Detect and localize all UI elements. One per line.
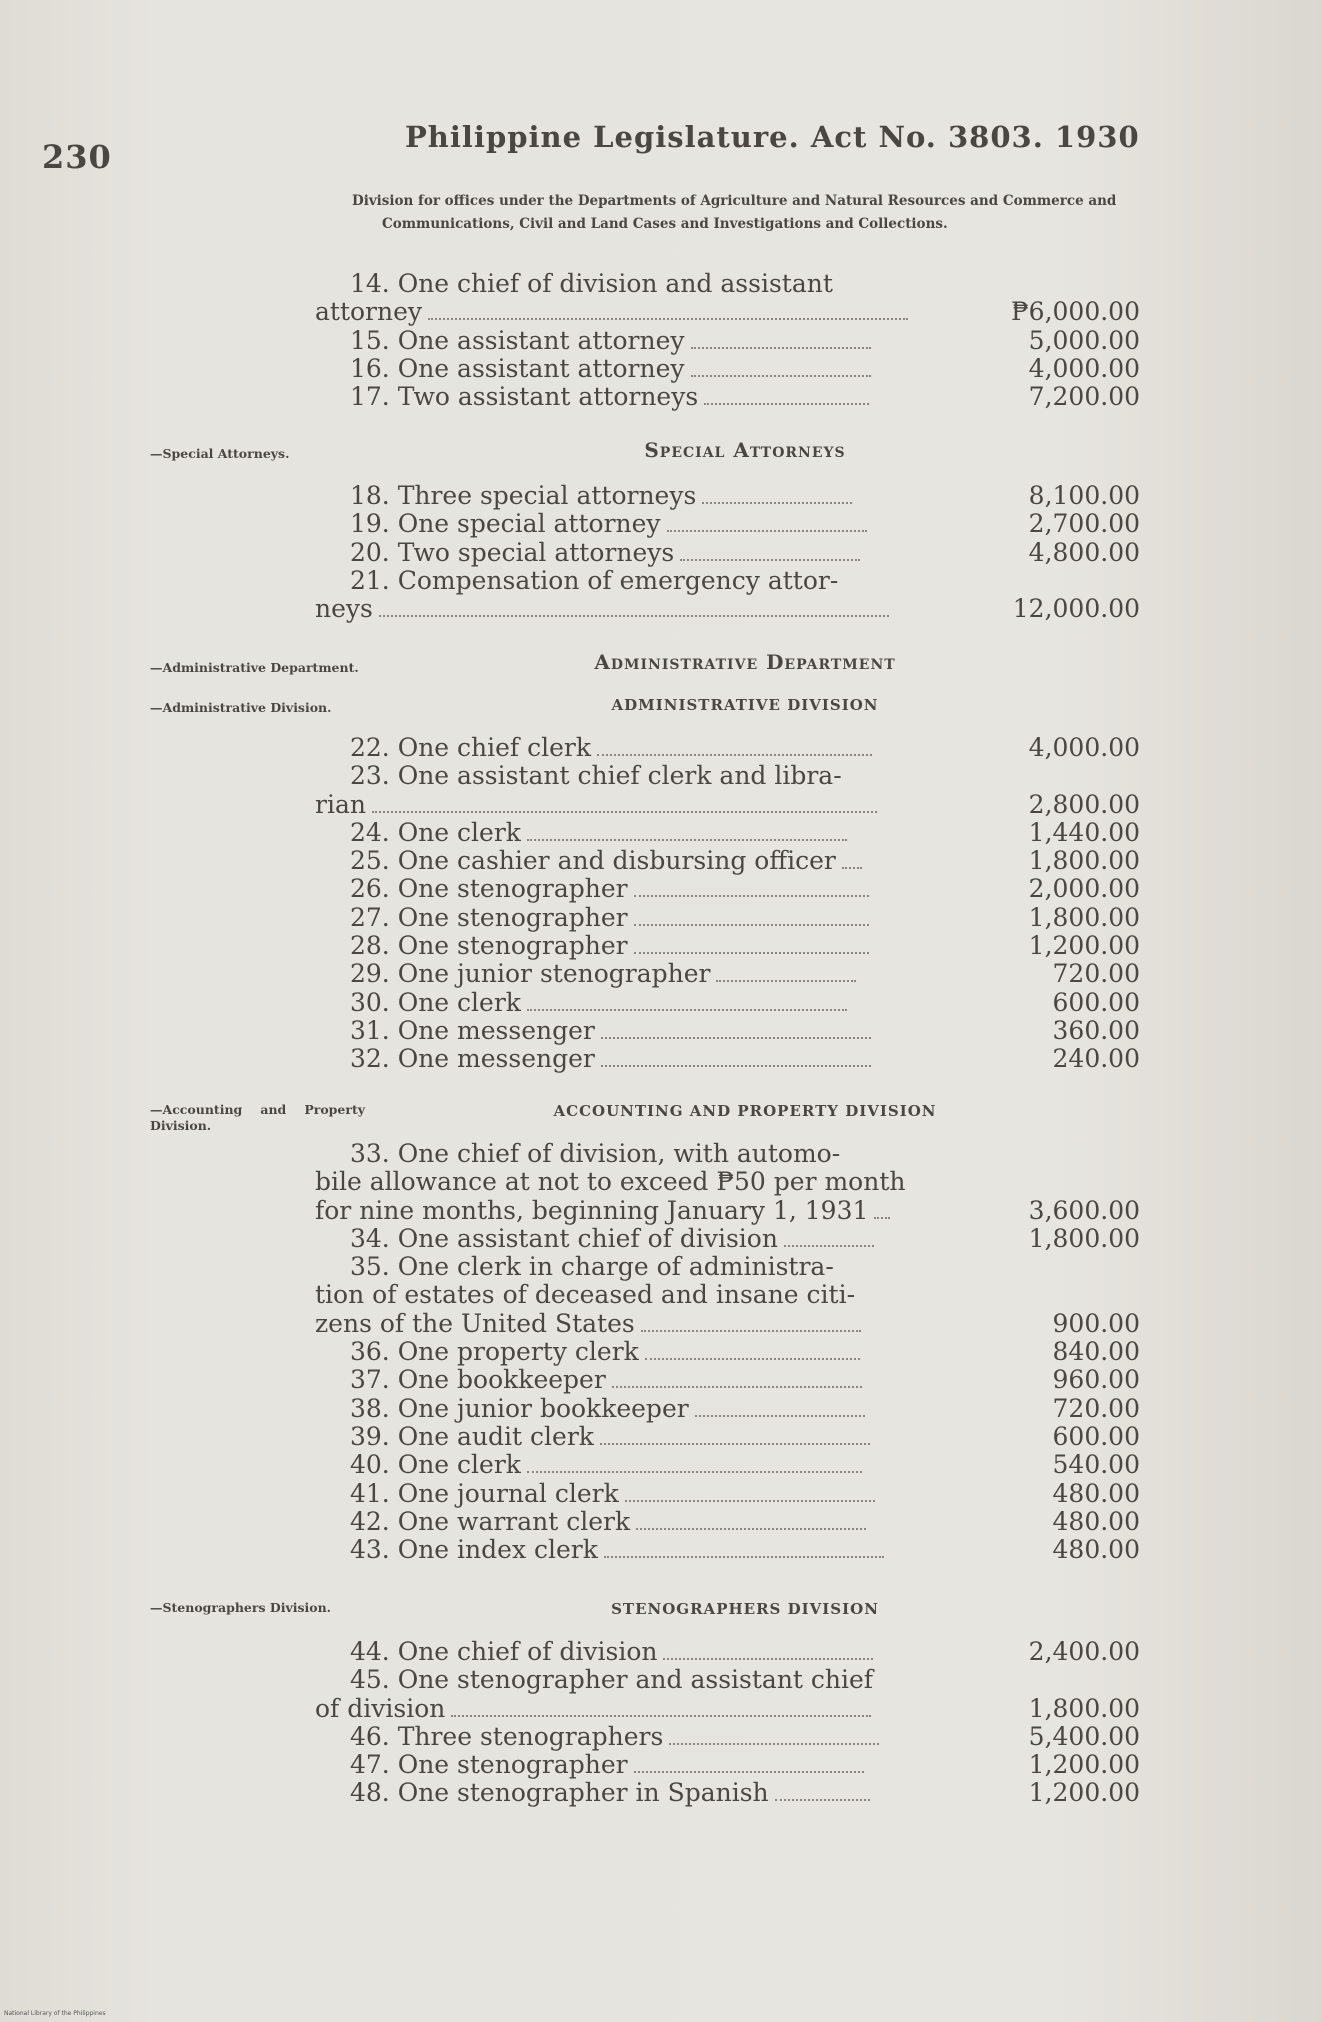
list-item: 16. One assistant attorney 4,000.00: [350, 353, 1140, 383]
amount: 2,400.00: [1028, 1637, 1140, 1666]
list-item: 40. One clerk 540.00: [350, 1450, 1140, 1480]
section-heading: Administrative Department: [594, 650, 896, 674]
list-item: 18. Three special attorneys 8,100.00: [350, 481, 1140, 510]
amount: 3,600.00: [1028, 1195, 1140, 1225]
amount: ₱6,000.00: [1011, 297, 1140, 327]
amount: 900.00: [1052, 1308, 1140, 1338]
running-head: Philippine Legislature. Act No. 3803. 1930: [405, 120, 1140, 154]
amount: 960.00: [1052, 1365, 1140, 1395]
amount: 480.00: [1052, 1506, 1140, 1536]
amount: 5,000.00: [1028, 325, 1140, 355]
list-item: 48. One stenographer in Spanish 1,200.00: [350, 1778, 1140, 1808]
amount: 540.00: [1052, 1450, 1140, 1480]
list-item: 21. Compensation of emergency attor- neys 12,000.00: [315, 565, 1140, 624]
amount: 1,800.00: [1028, 846, 1140, 876]
amount: 1,200.00: [1028, 931, 1140, 961]
list-item: 42. One warrant clerk 480.00: [350, 1506, 1140, 1536]
list-item: 27. One stenographer 1,800.00: [350, 902, 1140, 932]
list-item: 31. One messenger 360.00: [350, 1015, 1140, 1045]
amount: 5,400.00: [1028, 1721, 1140, 1751]
margin-note: —Accounting and Property Division.: [150, 1102, 365, 1133]
list-item: 33. One chief of division, with automo- bile allowance at not to exceed ₱50 per month for nine months, beginning January 1, 1931 3,600.00: [315, 1139, 1140, 1225]
list-item: 15. One assistant attorney 5,000.00: [350, 325, 1140, 355]
stenographers-division-list: [315, 1637, 1140, 1808]
margin-note: —Special Attorneys.: [150, 446, 290, 461]
amount: 600.00: [1052, 1421, 1140, 1451]
amount: 480.00: [1052, 1478, 1140, 1508]
margin-note: —Administrative Department.: [150, 660, 359, 675]
amount: 12,000.00: [1012, 594, 1140, 624]
list-item: 46. Three stenographers 5,400.00: [350, 1721, 1140, 1751]
list-item: 19. One special attorney 2,700.00: [350, 509, 1140, 539]
amount: 2,700.00: [1028, 509, 1140, 539]
attorneys-list: [315, 269, 1140, 412]
subsection-heading: ACCOUNTING AND PROPERTY DIVISION: [553, 1102, 937, 1120]
list-item: 14. One chief of division and assistant attorney ₱6,000.00: [315, 269, 1140, 327]
amount: 4,800.00: [1028, 537, 1140, 567]
list-item: 20. Two special attorneys 4,800.00: [350, 537, 1140, 567]
margin-note: —Administrative Division.: [150, 700, 332, 715]
list-item: 43. One index clerk 480.00: [350, 1535, 1140, 1565]
amount: 2,800.00: [1028, 789, 1140, 819]
amount: 1,800.00: [1028, 1693, 1140, 1723]
administrative-division-list: [315, 733, 1140, 1074]
list-item: 44. One chief of division 2,400.00: [350, 1637, 1140, 1666]
amount: 7,200.00: [1028, 382, 1140, 412]
amount: 4,000.00: [1028, 733, 1140, 762]
amount: 480.00: [1052, 1535, 1140, 1565]
amount: 240.00: [1052, 1044, 1140, 1074]
list-item: 38. One junior bookkeeper 720.00: [350, 1393, 1140, 1423]
list-item: 29. One junior stenographer 720.00: [350, 959, 1140, 989]
amount: 1,200.00: [1028, 1778, 1140, 1808]
margin-note: —Stenographers Division.: [150, 1600, 332, 1615]
section-heading: Special Attorneys: [644, 438, 846, 462]
page-number: 230: [42, 138, 112, 176]
amount: 840.00: [1052, 1337, 1140, 1367]
intro-paragraph: Division for offices under the Departments of Agriculture and Natural Resources and Commerce and Communications, Civil and Land Cases and Investigations and Collections.: [352, 193, 1117, 232]
amount: 4,000.00: [1028, 353, 1140, 383]
list-item: 34. One assistant chief of division 1,800.00: [350, 1223, 1140, 1253]
accounting-division-list: [315, 1139, 1140, 1565]
list-item: 23. One assistant chief clerk and libra- rian 2,800.00: [315, 761, 1140, 819]
list-item: 32. One messenger 240.00: [350, 1044, 1140, 1074]
amount: 600.00: [1052, 987, 1140, 1017]
amount: 720.00: [1052, 959, 1140, 989]
subsection-heading: STENOGRAPHERS DIVISION: [611, 1600, 879, 1618]
list-item: 37. One bookkeeper 960.00: [350, 1365, 1140, 1395]
list-item: 26. One stenographer 2,000.00: [350, 874, 1140, 904]
list-item: 35. One clerk in charge of administra- tion of estates of deceased and insane citi- zens of the United States 900.00: [315, 1252, 1140, 1338]
list-item: 41. One journal clerk 480.00: [350, 1478, 1140, 1508]
amount: 360.00: [1052, 1015, 1140, 1045]
list-item: 28. One stenographer 1,200.00: [350, 931, 1140, 961]
list-item: 17. Two assistant attorneys 7,200.00: [350, 382, 1140, 412]
list-item: 22. One chief clerk 4,000.00: [350, 733, 1140, 762]
amount: 1,200.00: [1028, 1750, 1140, 1780]
special-attorneys-list: [315, 481, 1140, 624]
subsection-heading: ADMINISTRATIVE DIVISION: [611, 696, 879, 714]
amount: 2,000.00: [1028, 874, 1140, 904]
amount: 1,800.00: [1028, 902, 1140, 932]
amount: 720.00: [1052, 1393, 1140, 1423]
list-item: 24. One clerk 1,440.00: [350, 817, 1140, 847]
list-item: 36. One property clerk 840.00: [350, 1337, 1140, 1367]
list-item: 25. One cashier and disbursing officer 1,800.00: [350, 846, 1140, 876]
list-item: 45. One stenographer and assistant chief of division 1,800.00: [315, 1665, 1140, 1723]
amount: 1,800.00: [1028, 1223, 1140, 1253]
amount: 1,440.00: [1028, 817, 1140, 847]
list-item: 30. One clerk 600.00: [350, 987, 1140, 1017]
list-item: 47. One stenographer 1,200.00: [350, 1750, 1140, 1780]
scan-footer: National Library of the Philippines: [4, 2010, 106, 2017]
amount: 8,100.00: [1028, 481, 1140, 510]
list-item: 39. One audit clerk 600.00: [350, 1421, 1140, 1451]
